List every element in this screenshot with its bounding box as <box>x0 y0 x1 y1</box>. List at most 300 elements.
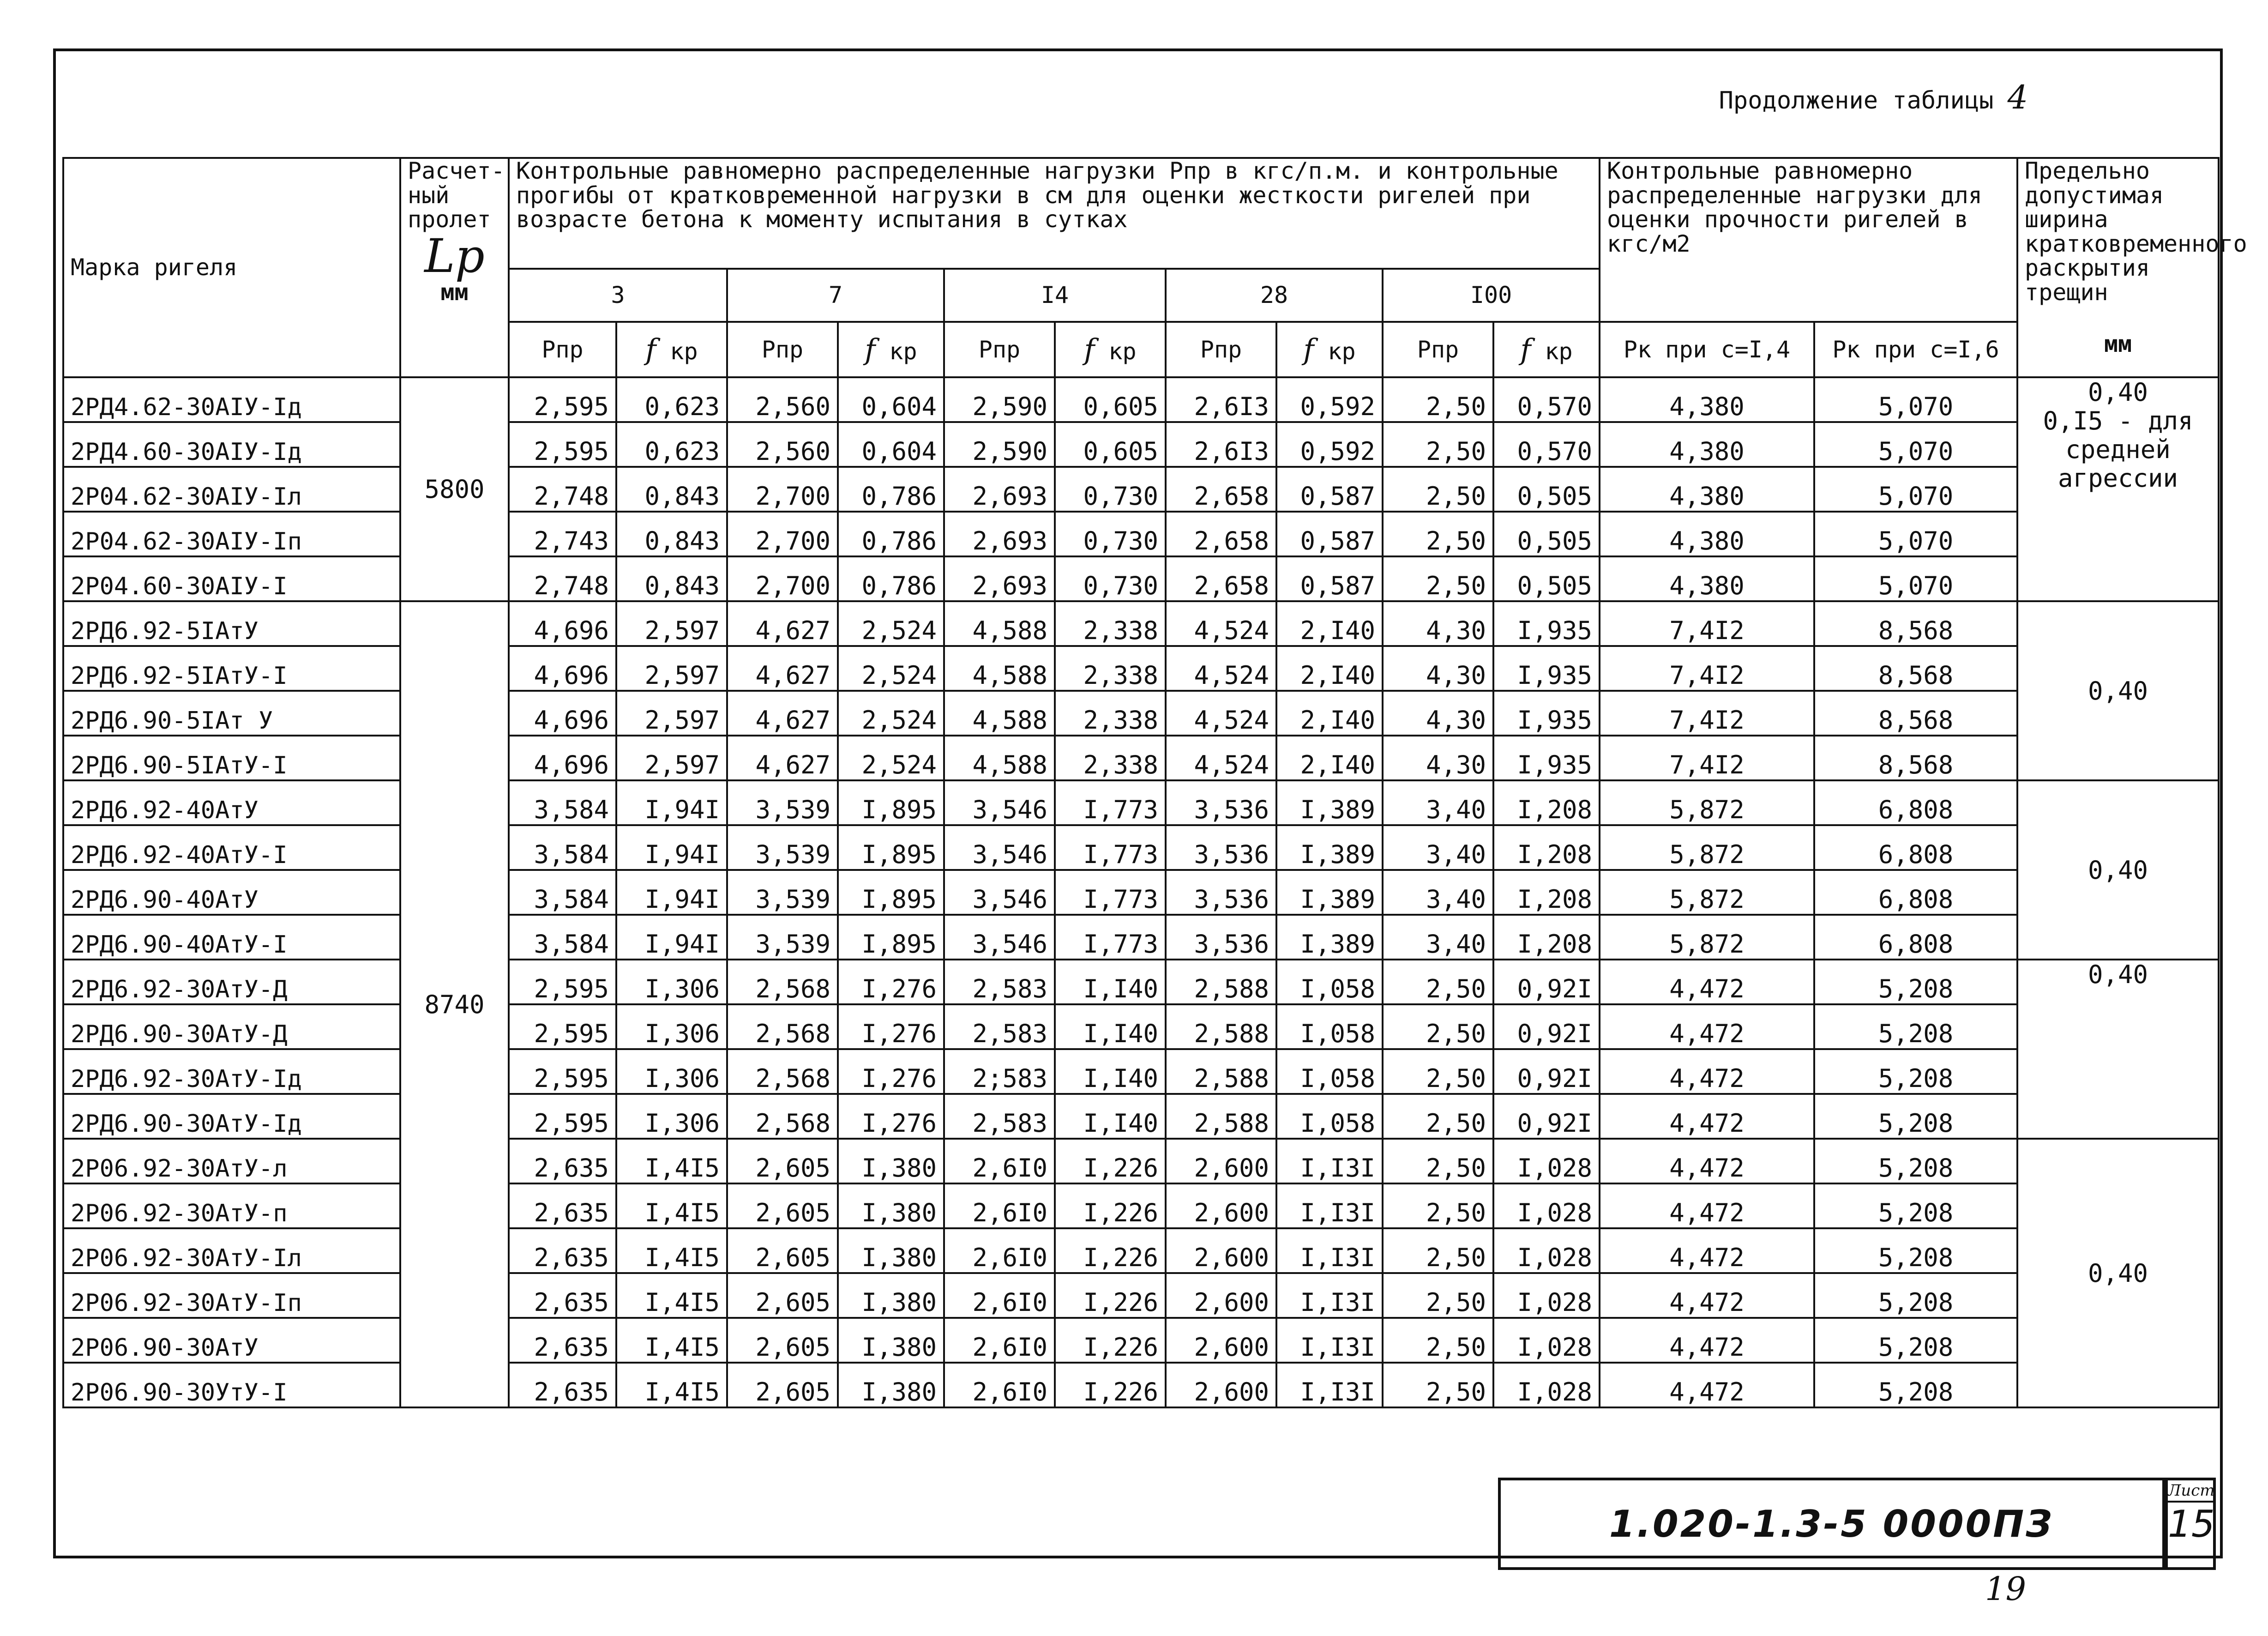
table-cell: 4,524 <box>1166 691 1276 736</box>
table-cell: 2,595 <box>509 1049 616 1094</box>
table-cell: 2,605 <box>727 1139 838 1183</box>
table-cell: 0,92I <box>1493 960 1600 1004</box>
table-cell: 2,524 <box>838 601 944 646</box>
table-cell: I,94I <box>616 915 727 960</box>
table-cell: I,028 <box>1493 1318 1600 1363</box>
table-cell: 4,30 <box>1383 646 1493 691</box>
table-row <box>63 512 2219 556</box>
table-cell: 0,605 <box>1055 377 1166 422</box>
span-symbol: Lр <box>424 229 485 283</box>
table-cell: 2,605 <box>727 1228 838 1273</box>
table-cell: I,773 <box>1055 915 1166 960</box>
table-cell: 2,6I3 <box>1166 422 1276 467</box>
table-cell: I,I40 <box>1055 1049 1166 1094</box>
table-cell: 2,748 <box>509 556 616 601</box>
table-cell: 4,472 <box>1600 1273 1814 1318</box>
table-cell: 2,50 <box>1383 512 1493 556</box>
table-cell: 2,50 <box>1383 1094 1493 1139</box>
table-cell: I,208 <box>1493 870 1600 915</box>
table-cell: 8,568 <box>1814 691 2017 736</box>
table-cell: 3,539 <box>727 780 838 825</box>
table-cell: 2,583 <box>944 1004 1055 1049</box>
table-cell: 2,600 <box>1166 1318 1276 1363</box>
crack-width <box>2017 377 2219 601</box>
table-cell: I,380 <box>838 1273 944 1318</box>
table-cell: 2,50 <box>1383 1004 1493 1049</box>
row-mark: 2РД6.90-40АтУ-I <box>63 915 400 960</box>
table-cell: 2,50 <box>1383 960 1493 1004</box>
table-cell: I,I3I <box>1276 1139 1383 1183</box>
row-mark: 2Р06.90-30АтУ <box>63 1318 400 1363</box>
table-cell: 4,472 <box>1600 1139 1814 1183</box>
crack-width-value: 0,40 <box>2088 378 2148 407</box>
table-cell: I,226 <box>1055 1363 1166 1407</box>
table-cell: I,I3I <box>1276 1363 1383 1407</box>
row-mark: 2Р06.92-30АтУ-п <box>63 1183 400 1228</box>
table-cell: 4,30 <box>1383 736 1493 780</box>
table-cell: 5,208 <box>1814 1049 2017 1094</box>
header-age-7: 7 <box>727 269 944 322</box>
table-cell: 2,605 <box>727 1183 838 1228</box>
table-cell: 5,070 <box>1814 377 2017 422</box>
table-cell: 2,605 <box>727 1363 838 1407</box>
table-cell: I,058 <box>1276 1094 1383 1139</box>
header-ppr: Рпр <box>1383 322 1493 377</box>
table-cell: 2,605 <box>727 1273 838 1318</box>
crack-width <box>2017 601 2219 780</box>
table-cell: 2,524 <box>838 736 944 780</box>
table-cell: 2,635 <box>509 1139 616 1183</box>
table-cell: 5,070 <box>1814 467 2017 512</box>
table-cell: I,I3I <box>1276 1318 1383 1363</box>
table-cell: I,4I5 <box>616 1183 727 1228</box>
table-cell: 0,92I <box>1493 1004 1600 1049</box>
header-age-14: I4 <box>944 269 1166 322</box>
table-cell: 3,546 <box>944 780 1055 825</box>
table-cell: I,895 <box>838 915 944 960</box>
table-cell: 2,595 <box>509 1004 616 1049</box>
row-mark: 2Р06.90-30УтУ-I <box>63 1363 400 1407</box>
table-cell: 2,748 <box>509 467 616 512</box>
table-cell: 2;583 <box>944 1049 1055 1094</box>
table-cell: 3,539 <box>727 915 838 960</box>
table-cell: 2,600 <box>1166 1228 1276 1273</box>
table-cell: 0,786 <box>838 512 944 556</box>
table-cell: 2,6I3 <box>1166 377 1276 422</box>
table-cell: 4,696 <box>509 691 616 736</box>
table-cell: 6,808 <box>1814 825 2017 870</box>
table-cell: 2,595 <box>509 1094 616 1139</box>
table-cell: 2,588 <box>1166 1004 1276 1049</box>
row-mark: 2РД6.92-40АтУ <box>63 780 400 825</box>
table-cell: 0,843 <box>616 512 727 556</box>
table-row <box>63 780 2219 825</box>
table-cell: 2,600 <box>1166 1183 1276 1228</box>
table-cell: 3,40 <box>1383 825 1493 870</box>
header-ppr: Рпр <box>944 322 1055 377</box>
row-mark: 2РД4.60-30АIУ-Iд <box>63 422 400 467</box>
table-cell: 4,472 <box>1600 1049 1814 1094</box>
table-cell: I,895 <box>838 825 944 870</box>
table-cell: 2,658 <box>1166 467 1276 512</box>
table-cell: 0,570 <box>1493 422 1600 467</box>
table-cell: 2,590 <box>944 377 1055 422</box>
table-cell: I,058 <box>1276 1049 1383 1094</box>
header-strength-group: Контрольные равномерно распределенные нагрузки для оценки прочности ригелей в кгс/м2 <box>1600 158 2017 322</box>
table-cell: I,226 <box>1055 1273 1166 1318</box>
table-cell: I,380 <box>838 1318 944 1363</box>
table-cell: I,028 <box>1493 1273 1600 1318</box>
table-cell: 2,560 <box>727 377 838 422</box>
table-cell: 2,50 <box>1383 467 1493 512</box>
table-cell: 4,627 <box>727 601 838 646</box>
document-code: 1.020-1.3-5 0000ПЗ <box>1498 1478 2165 1570</box>
row-mark: 2РД6.90-40АтУ <box>63 870 400 915</box>
table-cell: 4,472 <box>1600 960 1814 1004</box>
table-cell: 2,6I0 <box>944 1183 1055 1228</box>
table-cell: 2,658 <box>1166 512 1276 556</box>
table-cell: 7,4I2 <box>1600 646 1814 691</box>
table-cell: 4,472 <box>1600 1228 1814 1273</box>
table-cell: 2,50 <box>1383 1228 1493 1273</box>
header-rk-16: Рк при c=I,6 <box>1814 322 2017 377</box>
table-cell: I,276 <box>838 1094 944 1139</box>
table-cell: 2,50 <box>1383 1363 1493 1407</box>
table-cell: 0,786 <box>838 556 944 601</box>
table-cell: 2,600 <box>1166 1273 1276 1318</box>
crack-width-value: 0,I5 - для средней агрессии <box>2043 406 2193 493</box>
table-cell: 5,208 <box>1814 960 2017 1004</box>
table-cell: I,I3I <box>1276 1183 1383 1228</box>
table-cell: I,380 <box>838 1139 944 1183</box>
table-cell: 6,808 <box>1814 915 2017 960</box>
table-cell: 0,587 <box>1276 467 1383 512</box>
table-cell: I,4I5 <box>616 1228 727 1273</box>
table-cell: 2,50 <box>1383 1273 1493 1318</box>
table-cell: 2,743 <box>509 512 616 556</box>
header-ppr: Рпр <box>727 322 838 377</box>
header-stiffness-group: Контрольные равномерно распределенные нагрузки Рпр в кгс/п.м. и контрольные прогибы от кратковременной нагрузки в см для оценки жесткости ригелей при возрасте бетона к моменту испытания в сутках <box>509 158 1600 269</box>
table-cell: 3,536 <box>1166 780 1276 825</box>
span-value: 5800 <box>400 377 509 601</box>
table-cell: I,I40 <box>1055 960 1166 1004</box>
header-fkr: f кр <box>1493 322 1600 377</box>
table-cell: 5,208 <box>1814 1363 2017 1407</box>
table-cell: 2,588 <box>1166 1049 1276 1094</box>
row-mark: 2РД6.90-5IАтУ-I <box>63 736 400 780</box>
table-cell: 5,872 <box>1600 915 1814 960</box>
crack-width-value: 0,40 <box>2088 960 2148 989</box>
table-cell: I,4I5 <box>616 1318 727 1363</box>
table-cell: 2,635 <box>509 1273 616 1318</box>
table-cell: 3,584 <box>509 825 616 870</box>
table-cell: 4,524 <box>1166 601 1276 646</box>
table-cell: 2,50 <box>1383 1183 1493 1228</box>
table-cell: 3,536 <box>1166 870 1276 915</box>
table-cell: 5,872 <box>1600 780 1814 825</box>
table-cell: I,773 <box>1055 870 1166 915</box>
table-cell: 2,700 <box>727 467 838 512</box>
crack-width-value: 0,40 <box>2088 676 2148 706</box>
table-row <box>63 556 2219 601</box>
table-row <box>63 1094 2219 1139</box>
table-row <box>63 377 2219 422</box>
header-ppr: Рпр <box>509 322 616 377</box>
table-cell: 0,730 <box>1055 556 1166 601</box>
table-cell: I,I40 <box>1055 1094 1166 1139</box>
table-cell: 2,597 <box>616 601 727 646</box>
table-cell: 2,524 <box>838 646 944 691</box>
table-cell: 5,070 <box>1814 556 2017 601</box>
load-table <box>62 157 2247 1408</box>
table-cell: I,773 <box>1055 780 1166 825</box>
table-cell: 7,4I2 <box>1600 691 1814 736</box>
table-cell: 4,380 <box>1600 512 1814 556</box>
row-mark: 2РД6.92-5IАтУ-I <box>63 646 400 691</box>
table-cell: 0,505 <box>1493 556 1600 601</box>
table-caption <box>1719 78 2028 116</box>
table-cell: I,028 <box>1493 1363 1600 1407</box>
table-cell: 5,208 <box>1814 1183 2017 1228</box>
table-cell: 2,597 <box>616 646 727 691</box>
table-cell: 4,380 <box>1600 422 1814 467</box>
table-cell: 2,568 <box>727 1094 838 1139</box>
table-row <box>63 1004 2219 1049</box>
row-mark: 2РД6.92-5IАтУ <box>63 601 400 646</box>
span-value: 8740 <box>400 601 509 1407</box>
table-cell: 2,590 <box>944 422 1055 467</box>
table-cell: 2,I40 <box>1276 736 1383 780</box>
table-cell: 5,208 <box>1814 1318 2017 1363</box>
header-ppr: Рпр <box>1166 322 1276 377</box>
table-cell: 2,338 <box>1055 601 1166 646</box>
table-cell: I,4I5 <box>616 1363 727 1407</box>
row-mark: 2Р04.60-30АIУ-I <box>63 556 400 601</box>
table-cell: 4,30 <box>1383 601 1493 646</box>
sheet-label: Лист <box>2168 1480 2213 1503</box>
table-row <box>63 1139 2219 1183</box>
row-mark: 2РД4.62-30АIУ-Iд <box>63 377 400 422</box>
table-cell: 4,627 <box>727 736 838 780</box>
table-cell: 2,50 <box>1383 1049 1493 1094</box>
table-cell: I,306 <box>616 1049 727 1094</box>
row-mark: 2Р04.62-30АIУ-Iл <box>63 467 400 512</box>
table-cell: 2,635 <box>509 1183 616 1228</box>
table-cell: 2,50 <box>1383 556 1493 601</box>
table-cell: I,380 <box>838 1183 944 1228</box>
table-cell: 2,6I0 <box>944 1363 1055 1407</box>
table-cell: 4,472 <box>1600 1004 1814 1049</box>
table-row <box>63 825 2219 870</box>
table-cell: 0,592 <box>1276 422 1383 467</box>
table-cell: I,226 <box>1055 1318 1166 1363</box>
table-cell: I,276 <box>838 960 944 1004</box>
table-cell: 4,472 <box>1600 1094 1814 1139</box>
table-cell: I,028 <box>1493 1183 1600 1228</box>
table-cell: 4,588 <box>944 601 1055 646</box>
table-row <box>63 422 2219 467</box>
header-age-100: I00 <box>1383 269 1600 322</box>
table-cell: I,058 <box>1276 960 1383 1004</box>
table-cell: 2,597 <box>616 736 727 780</box>
row-mark: 2РД6.90-5IАт У <box>63 691 400 736</box>
table-cell: I,306 <box>616 1004 727 1049</box>
table-cell: 5,872 <box>1600 825 1814 870</box>
table-cell: 7,4I2 <box>1600 601 1814 646</box>
header-crack: Предельно допустимая ширина кратковременного раскрытия трещин мм <box>2017 158 2219 377</box>
table-cell: 4,472 <box>1600 1318 1814 1363</box>
table-cell: 3,584 <box>509 915 616 960</box>
table-cell: 2,338 <box>1055 646 1166 691</box>
table-cell: 3,546 <box>944 825 1055 870</box>
table-cell: 0,623 <box>616 377 727 422</box>
table-cell: 2,50 <box>1383 422 1493 467</box>
table-cell: 2,700 <box>727 512 838 556</box>
table-cell: 5,208 <box>1814 1273 2017 1318</box>
table-cell: 5,208 <box>1814 1139 2017 1183</box>
sheet-box <box>2165 1478 2216 1570</box>
crack-width <box>2017 780 2219 960</box>
table-cell: I,380 <box>838 1363 944 1407</box>
header-age-28: 28 <box>1166 269 1383 322</box>
table-cell: 0,587 <box>1276 512 1383 556</box>
table-cell: I,208 <box>1493 825 1600 870</box>
table-cell: 2,635 <box>509 1318 616 1363</box>
table-cell: 2,600 <box>1166 1139 1276 1183</box>
table-cell: 3,40 <box>1383 870 1493 915</box>
table-cell: I,94I <box>616 870 727 915</box>
table-cell: 2,568 <box>727 1049 838 1094</box>
table-cell: I,380 <box>838 1228 944 1273</box>
table-row <box>63 870 2219 915</box>
table-cell: 3,546 <box>944 870 1055 915</box>
table-cell: 3,539 <box>727 870 838 915</box>
row-mark: 2Р06.92-30АтУ-л <box>63 1139 400 1183</box>
table-cell: 4,380 <box>1600 556 1814 601</box>
table-cell: 4,627 <box>727 691 838 736</box>
table-cell: 8,568 <box>1814 646 2017 691</box>
header-fkr: f кр <box>1055 322 1166 377</box>
row-mark: 2Р06.92-30АтУ-Iп <box>63 1273 400 1318</box>
table-cell: 4,524 <box>1166 646 1276 691</box>
table-cell: 0,92I <box>1493 1049 1600 1094</box>
table-cell: I,276 <box>838 1004 944 1049</box>
table-row <box>63 691 2219 736</box>
table-cell: 0,786 <box>838 467 944 512</box>
table-cell: 2,524 <box>838 691 944 736</box>
row-mark: 2Р04.62-30АIУ-Iп <box>63 512 400 556</box>
table-cell: 2,6I0 <box>944 1139 1055 1183</box>
table-cell: 2,338 <box>1055 736 1166 780</box>
table-row <box>63 960 2219 1004</box>
crack-width-value: 0,40 <box>2088 855 2148 885</box>
table-cell: 0,592 <box>1276 377 1383 422</box>
row-mark: 2РД6.90-30АтУ-Д <box>63 1004 400 1049</box>
table-cell: I,028 <box>1493 1228 1600 1273</box>
table-cell: 2,605 <box>727 1318 838 1363</box>
table-cell: 0,92I <box>1493 1094 1600 1139</box>
table-cell: I,I3I <box>1276 1273 1383 1318</box>
table-cell: I,028 <box>1493 1139 1600 1183</box>
table-cell: 2,693 <box>944 556 1055 601</box>
table-cell: I,94I <box>616 825 727 870</box>
table-row <box>63 1049 2219 1094</box>
table-cell: I,I40 <box>1055 1004 1166 1049</box>
table-cell: 0,505 <box>1493 512 1600 556</box>
table-cell: 3,584 <box>509 870 616 915</box>
table-cell: I,389 <box>1276 915 1383 960</box>
table-cell: 2,I40 <box>1276 691 1383 736</box>
table-cell: 0,843 <box>616 556 727 601</box>
table-cell: 2,588 <box>1166 1094 1276 1139</box>
table-cell: 5,208 <box>1814 1228 2017 1273</box>
table-row <box>63 601 2219 646</box>
table-cell: I,226 <box>1055 1139 1166 1183</box>
table-cell: I,306 <box>616 1094 727 1139</box>
table-cell: 0,570 <box>1493 377 1600 422</box>
table-cell: 2,700 <box>727 556 838 601</box>
table-cell: 3,40 <box>1383 780 1493 825</box>
table-cell: I,935 <box>1493 601 1600 646</box>
table-cell: 4,696 <box>509 646 616 691</box>
table-cell: 2,597 <box>616 691 727 736</box>
table-cell: 3,536 <box>1166 825 1276 870</box>
table-cell: I,94I <box>616 780 727 825</box>
row-mark: 2Р06.92-30АтУ-Iл <box>63 1228 400 1273</box>
header-mark: Марка ригеля <box>63 158 400 377</box>
row-mark: 2РД6.92-30АтУ-Iд <box>63 1049 400 1094</box>
header-fkr: f кр <box>838 322 944 377</box>
crack-width <box>2017 960 2219 1139</box>
table-cell: I,935 <box>1493 691 1600 736</box>
table-cell: 3,546 <box>944 915 1055 960</box>
span-unit: мм <box>440 278 469 306</box>
table-cell: 0,604 <box>838 377 944 422</box>
table-cell: I,208 <box>1493 780 1600 825</box>
table-row <box>63 1273 2219 1318</box>
table-cell: I,389 <box>1276 825 1383 870</box>
table-cell: 2,6I0 <box>944 1318 1055 1363</box>
table-cell: 5,070 <box>1814 512 2017 556</box>
table-cell: 4,380 <box>1600 377 1814 422</box>
header-age-3: 3 <box>509 269 727 322</box>
table-row <box>63 1228 2219 1273</box>
table-cell: 2,693 <box>944 512 1055 556</box>
table-cell: 8,568 <box>1814 736 2017 780</box>
table-cell: I,058 <box>1276 1004 1383 1049</box>
table-cell: 0,604 <box>838 422 944 467</box>
row-mark: 2РД6.90-30АтУ-Iд <box>63 1094 400 1139</box>
table-cell: I,895 <box>838 870 944 915</box>
sheet-number: 15 <box>2168 1503 2215 1545</box>
table-number: 4 <box>2007 78 2028 116</box>
table-cell: I,773 <box>1055 825 1166 870</box>
table-row <box>63 646 2219 691</box>
table-cell: 2,595 <box>509 960 616 1004</box>
table-cell: I,306 <box>616 960 727 1004</box>
table-cell: 0,623 <box>616 422 727 467</box>
table-cell: 6,808 <box>1814 780 2017 825</box>
table-cell: I,4I5 <box>616 1273 727 1318</box>
table-cell: I,935 <box>1493 736 1600 780</box>
table-cell: I,389 <box>1276 870 1383 915</box>
header-span: Расчет-ный пролет Lр мм <box>400 158 509 377</box>
table-cell: 5,208 <box>1814 1004 2017 1049</box>
table-cell: 0,505 <box>1493 467 1600 512</box>
table-cell: 5,872 <box>1600 870 1814 915</box>
table-row <box>63 736 2219 780</box>
table-cell: 8,568 <box>1814 601 2017 646</box>
